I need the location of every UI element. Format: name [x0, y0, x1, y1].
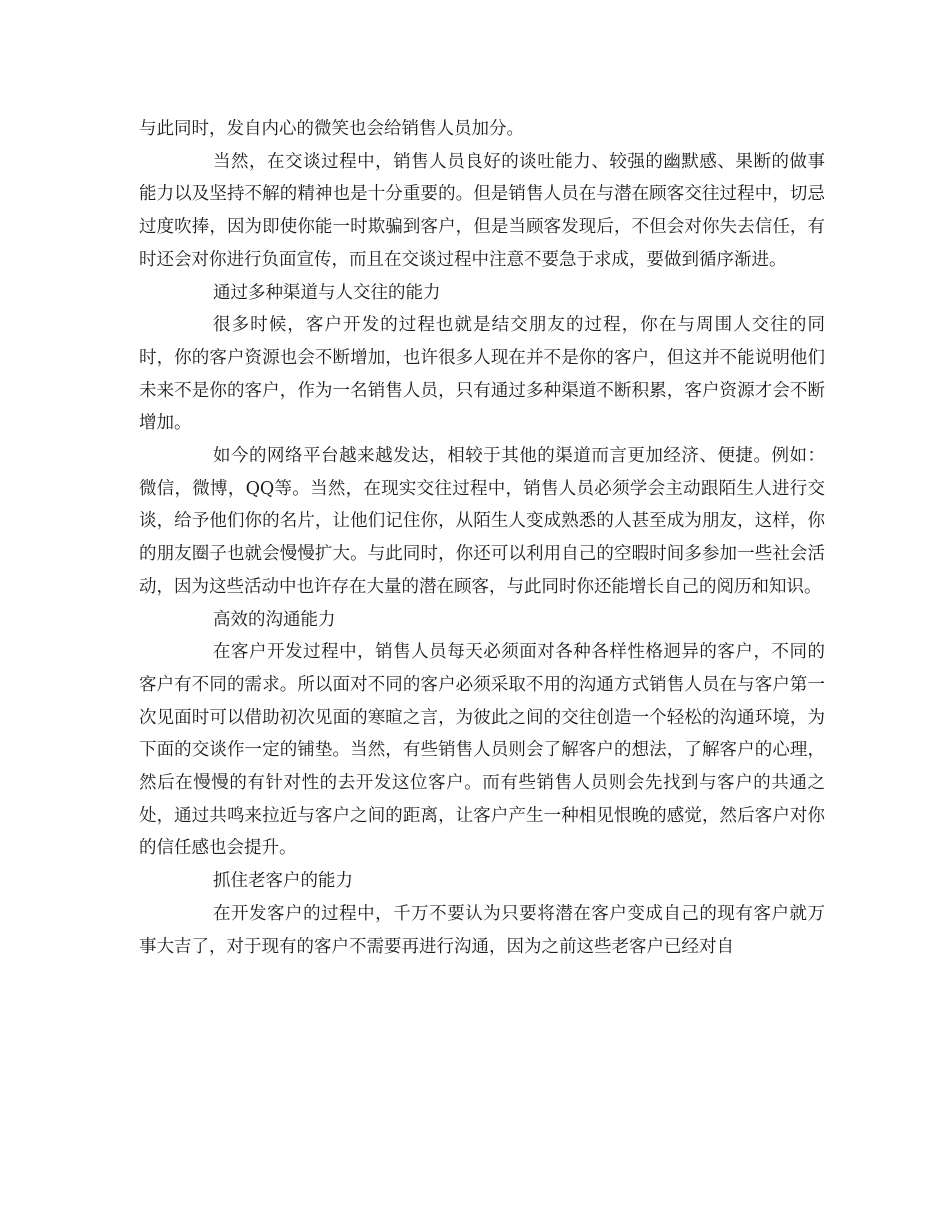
paragraph-5: 在客户开发过程中，销售人员每天必须面对各种各样性格迥异的客户，不同的客户有不同的需求。所以面对不同的客户必须采取不用的沟通方式销售人员在与客户第一次见面时可以借助初次见面的寒暄之言，为彼此之间的交往创造一个轻松的沟通环境，为下面的交谈作一定的铺垫。当然，有些销售人员则会了解客户的想法，了解客户的心理，然后在慢慢的有针对性的去开发这位客户。而有些销售人员则会先找到与客户的共通之处，通过共鸣来拉近与客户之间的距离，让客户产生一种相见恨晚的感觉，然后客户对你的信任感也会提升。	[139, 642, 825, 859]
section-heading-channels: 通过多种渠道与人交往的能力	[213, 282, 441, 303]
document-body	[139, 113, 825, 963]
paragraph-6: 在开发客户的过程中，千万不要认为只要将潜在客户变成自己的现有客户就万事大吉了，对于现有的客户不需要再进行沟通，因为之前这些老客户已经对自	[139, 903, 825, 957]
paragraph-3: 很多时候，客户开发的过程也就是结交朋友的过程，你在与周围人交往的同时，你的客户资源也会不断增加，也许很多人现在并不是你的客户，但这并不能说明他们未来不是你的客户，作为一名销售人员，只有通过多种渠道不断积累，客户资源才会不断增加。	[139, 315, 825, 434]
paragraph-4: 如今的网络平台越来越发达，相较于其他的渠道而言更加经济、便捷。例如：微信，微博，QQ等。当然，在现实交往过程中，销售人员必须学会主动跟陌生人进行交谈，给予他们你的名片，让他们记住你，从陌生人变成熟悉的人甚至成为朋友，这样，你的朋友圈子也就会慢慢扩大。与此同时，你还可以利用自己的空暇时间多参加一些社会活动，因为这些活动中也许存在大量的潜在顾客，与此同时你还能增长自己的阅历和知识。	[139, 446, 825, 597]
paragraph-2: 当然，在交谈过程中，销售人员良好的谈吐能力、较强的幽默感、果断的做事能力以及坚持不解的精神也是十分重要的。但是销售人员在与潜在顾客交往过程中，切忌过度吹捧，因为即使你能一时欺骗到客户，但是当顾客发现后，不但会对你失去信任，有时还会对你进行负面宣传，而且在交谈过程中注意不要急于求成，要做到循序渐进。	[139, 151, 825, 270]
section-heading-communication: 高效的沟通能力	[213, 609, 336, 630]
section-heading-old-customers: 抓住老客户的能力	[213, 871, 353, 892]
paragraph-1: 与此同时，发自内心的微笑也会给销售人员加分。	[139, 119, 524, 139]
